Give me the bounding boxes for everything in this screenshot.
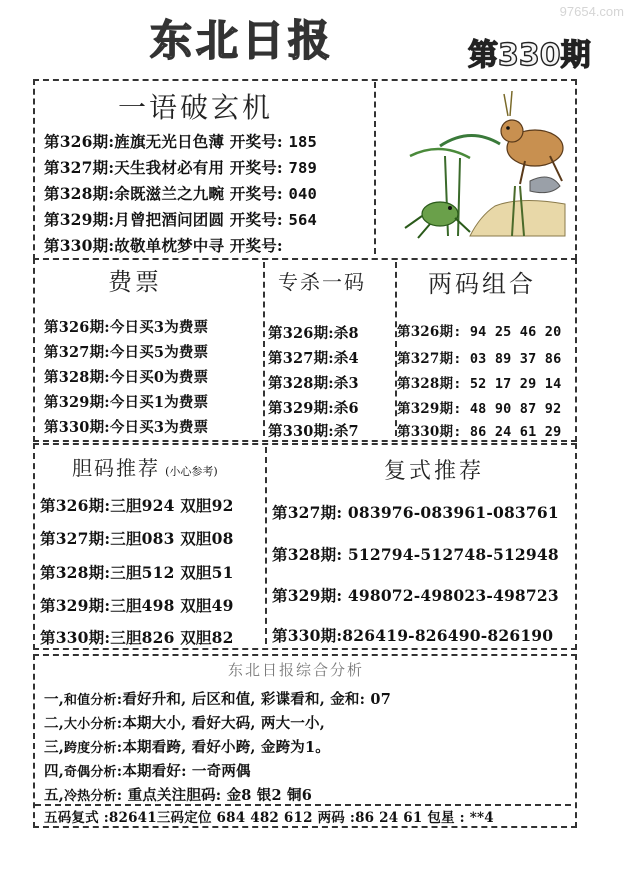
free-title: 费票 xyxy=(108,268,162,296)
free-row: 第326期:今日买3为费票 xyxy=(44,319,209,336)
pairs-row: 第330期: 86 24 61 29 xyxy=(397,424,562,440)
compound-row: 第330期:826419-826490-826190 xyxy=(272,626,554,645)
pairs-row: 第327期: 03 89 37 86 xyxy=(397,351,562,367)
free-row: 第328期:今日买0为费票 xyxy=(44,369,209,386)
free-row: 第327期:今日买5为费票 xyxy=(44,344,209,361)
analysis-title: 东北日报综合分析 xyxy=(228,661,365,679)
analysis-row: 五,冷热分析: 重点关注胆码: 金8 银2 铜6 xyxy=(44,787,313,804)
kill-row: 第328期:杀3 xyxy=(268,375,359,392)
gall-row: 第328期:三胆512 双胆51 xyxy=(40,563,234,582)
kill-row: 第327期:杀4 xyxy=(268,350,359,367)
kill-title: 专杀一码 xyxy=(278,270,366,294)
gall-divider xyxy=(265,447,267,644)
gall-note: (小心参考) xyxy=(165,465,218,478)
riddle-row: 第327期:天生我材必有用 开奖号: 789 xyxy=(44,158,318,177)
riddle-row: 第329期:月曾把酒问团圆 开奖号: 564 xyxy=(44,210,318,229)
analysis-row: 四,奇偶分析:本期看好: 一奇两偶 xyxy=(44,763,251,780)
gall-title: 胆码推荐 xyxy=(72,456,160,480)
riddle-row: 第326期:旌旗无光日色薄 开奖号: 185 xyxy=(44,132,318,151)
issue-number: 第330期 xyxy=(468,38,591,73)
masthead-title: 东北日报 xyxy=(150,16,335,65)
analysis-row: 三,跨度分析:本期看跨, 看好小跨, 金跨为1。 xyxy=(44,739,330,756)
kill-row: 第329期:杀6 xyxy=(268,400,359,417)
riddle-row: 第328期:余既滋兰之九畹 开奖号: 040 xyxy=(44,184,318,203)
gall-row: 第329期:三胆498 双胆49 xyxy=(40,596,234,615)
pairs-row: 第329期: 48 90 87 92 xyxy=(397,401,562,417)
compound-row: 第328期: 512794-512748-512948 xyxy=(272,545,559,564)
frog-and-animal-illustration xyxy=(400,86,570,246)
free-row: 第330期:今日买3为费票 xyxy=(44,419,209,436)
analysis-footer: 五码复式 :82641三码定位 684 482 612 两码 :86 24 61 包星 : **4 xyxy=(44,810,494,826)
analysis-row: 二,大小分析:本期大小, 看好大码, 两大一小, xyxy=(44,715,325,732)
compound-row: 第329期: 498072-498023-498723 xyxy=(272,586,559,605)
site-watermark: 97654.com xyxy=(559,4,624,19)
kill-row: 第330期:杀7 xyxy=(268,423,359,440)
riddle-divider xyxy=(374,82,376,254)
compound-title: 复式推荐 xyxy=(384,459,485,484)
gall-row: 第326期:三胆924 双胆92 xyxy=(40,496,234,515)
pairs-row: 第328期: 52 17 29 14 xyxy=(397,376,562,392)
pairs-row: 第326期: 94 25 46 20 xyxy=(397,324,562,340)
riddle-row: 第330期:故敬单枕梦中寻 开奖号: xyxy=(44,236,283,255)
analysis-row: 一,和值分析:看好升和, 后区和值, 彩谍看和, 金和: 07 xyxy=(44,691,391,708)
gall-row: 第327期:三胆083 双胆08 xyxy=(40,529,234,548)
kill-row: 第326期:杀8 xyxy=(268,325,359,342)
free-row: 第329期:今日买1为费票 xyxy=(44,394,209,411)
free-divider xyxy=(263,262,265,436)
gall-heading xyxy=(72,452,218,481)
riddle-title: 一语破玄机 xyxy=(118,91,274,124)
pairs-title: 两码组合 xyxy=(428,270,536,298)
gall-row: 第330期:三胆826 双胆82 xyxy=(40,628,234,647)
compound-row: 第327期: 083976-083961-083761 xyxy=(272,503,559,522)
